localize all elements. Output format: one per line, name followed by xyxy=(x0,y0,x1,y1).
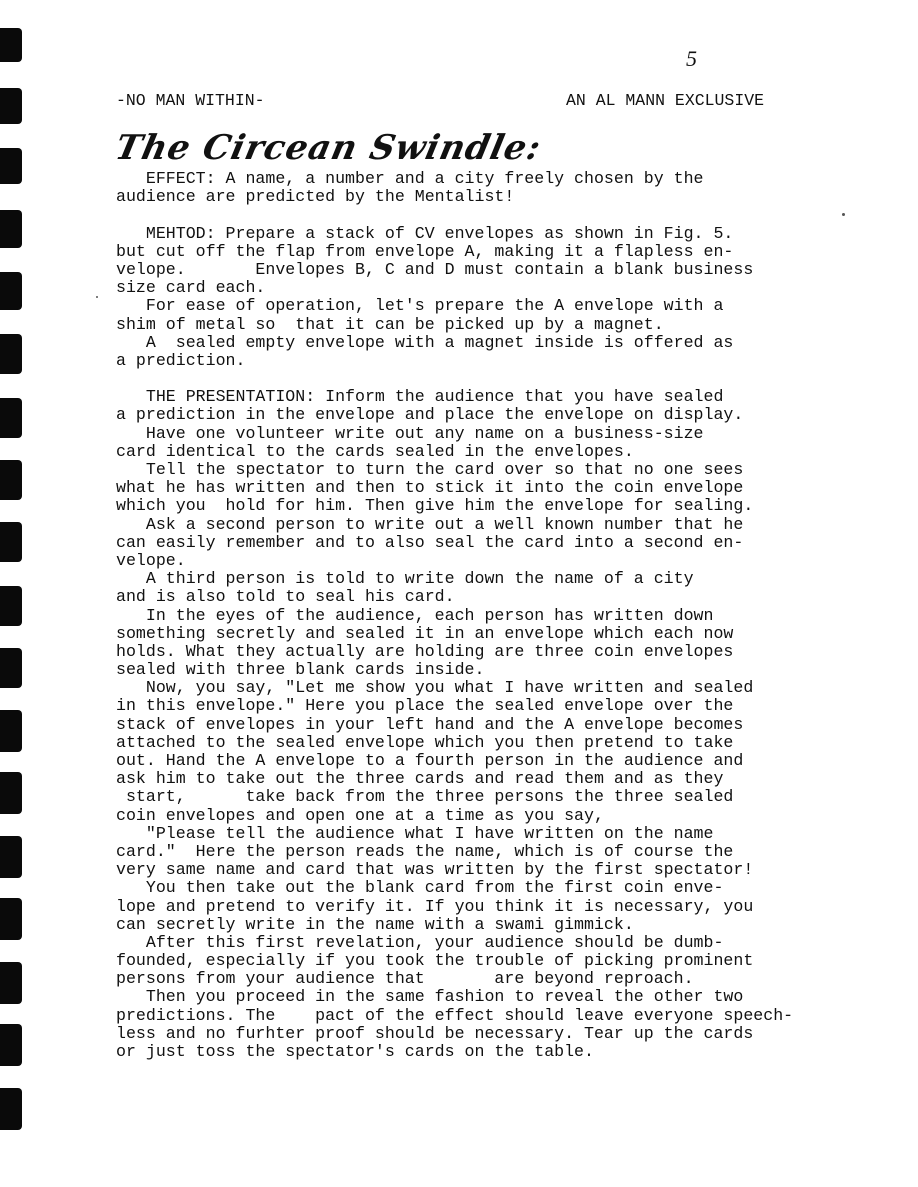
binding-hole xyxy=(0,898,22,940)
text-line: less and no furhter proof should be necessary. Tear up the cards xyxy=(116,1023,754,1043)
binding-hole xyxy=(0,710,22,752)
binding-hole xyxy=(0,272,22,310)
text-line: MEHTOD: Prepare a stack of CV envelopes as shown in Fig. 5. xyxy=(116,223,734,243)
binding-hole xyxy=(0,772,22,814)
binding-hole xyxy=(0,522,22,562)
text-line: Have one volunteer write out any name on a business-size xyxy=(116,423,704,443)
page-number: 5 xyxy=(686,46,697,71)
text-line: persons from your audience that are beyond reproach. xyxy=(116,969,694,989)
text-line: EFFECT: A name, a number and a city freely chosen by the xyxy=(116,169,704,188)
text-line xyxy=(116,370,896,388)
text-line xyxy=(116,206,896,224)
article-title: The Circean Swindle: xyxy=(111,128,545,168)
running-header-right: AN AL MANN EXCLUSIVE xyxy=(566,91,765,110)
binding-hole xyxy=(0,962,22,1004)
text-line: In the eyes of the audience, each person has written down xyxy=(116,605,714,625)
binding-hole xyxy=(0,334,22,374)
stray-ink-mark xyxy=(96,296,98,298)
text-line: You then take out the blank card from the first coin enve- xyxy=(116,878,724,898)
text-line: Ask a second person to write out a well known number that he xyxy=(116,514,744,534)
text-line: can secretly write in the name with a swami gimmick. xyxy=(116,914,634,934)
text-line: lope and pretend to verify it. If you think it is necessary, you xyxy=(116,896,754,916)
text-line: a prediction in the envelope and place the envelope on display. xyxy=(116,405,744,425)
binding-holes xyxy=(0,0,30,1187)
text-line: can easily remember and to also seal the card into a second en- xyxy=(116,532,744,552)
text-line: card." Here the person reads the name, which is of course the xyxy=(116,841,734,861)
text-line: what he has written and then to stick it into the coin envelope xyxy=(116,478,744,498)
text-line: velope. xyxy=(116,550,186,570)
binding-hole xyxy=(0,836,22,878)
binding-hole xyxy=(0,88,22,124)
text-line: coin envelopes and open one at a time as you say, xyxy=(116,805,604,825)
text-line: THE PRESENTATION: Inform the audience that you have sealed xyxy=(116,387,724,407)
text-line: out. Hand the A envelope to a fourth person in the audience and xyxy=(116,751,744,770)
text-line: sealed with three blank cards inside. xyxy=(116,660,485,680)
text-line: and is also told to seal his card. xyxy=(116,587,455,607)
text-line: attached to the sealed envelope which you then pretend to take xyxy=(116,732,734,752)
binding-hole xyxy=(0,28,22,62)
text-line: card identical to the cards sealed in the envelopes. xyxy=(116,441,634,461)
text-line: start, take back from the three persons the three sealed xyxy=(116,787,734,807)
text-line: holds. What they actually are holding are three coin envelopes xyxy=(116,641,734,661)
binding-hole xyxy=(0,398,22,438)
binding-hole xyxy=(0,648,22,688)
running-header-left: -NO MAN WITHIN- xyxy=(116,91,265,110)
text-line: Now, you say, "Let me show you what I have written and sealed xyxy=(116,678,754,698)
text-line: but cut off the flap from envelope A, making it a flapless en- xyxy=(116,241,734,261)
text-line: Tell the spectator to turn the card over so that no one sees xyxy=(116,460,744,479)
text-line: founded, especially if you took the trouble of picking prominent xyxy=(116,951,754,971)
text-line: "Please tell the audience what I have written on the name xyxy=(116,823,714,843)
stray-ink-mark xyxy=(842,213,845,216)
binding-hole xyxy=(0,210,22,248)
text-line: shim of metal so that it can be picked up by a magnet. xyxy=(116,314,664,334)
text-line: For ease of operation, let's prepare the A envelope with a xyxy=(116,296,724,316)
text-line: velope. Envelopes B, C and D must contain a blank business xyxy=(116,259,754,279)
text-line: After this first revelation, your audience should be dumb- xyxy=(116,932,724,952)
text-line: stack of envelopes in your left hand and the A envelope becomes xyxy=(116,714,744,734)
binding-hole xyxy=(0,148,22,184)
text-line: A third person is told to write down the name of a city xyxy=(116,569,694,589)
text-line: which you hold for him. Then give him the envelope for sealing. xyxy=(116,496,754,516)
text-line: predictions. The pact of the effect should leave everyone speech- xyxy=(116,1005,794,1025)
text-line: A sealed empty envelope with a magnet inside is offered as xyxy=(116,332,734,352)
text-line: ask him to take out the three cards and read them and as they xyxy=(116,769,724,789)
text-line: size card each. xyxy=(116,278,266,298)
binding-hole xyxy=(0,1024,22,1066)
binding-hole xyxy=(0,586,22,626)
text-line: a prediction. xyxy=(116,350,246,370)
article-body xyxy=(116,170,896,1061)
text-line: Then you proceed in the same fashion to reveal the other two xyxy=(116,987,744,1007)
text-line: audience are predicted by the Mentalist! xyxy=(116,187,515,207)
binding-hole xyxy=(0,460,22,500)
text-line: or just toss the spectator's cards on the table. xyxy=(116,1042,594,1061)
text-line: in this envelope." Here you place the sealed envelope over the xyxy=(116,696,734,716)
binding-hole xyxy=(0,1088,22,1130)
text-line: very same name and card that was written by the first spectator! xyxy=(116,860,754,880)
text-line: something secretly and sealed it in an envelope which each now xyxy=(116,623,734,643)
